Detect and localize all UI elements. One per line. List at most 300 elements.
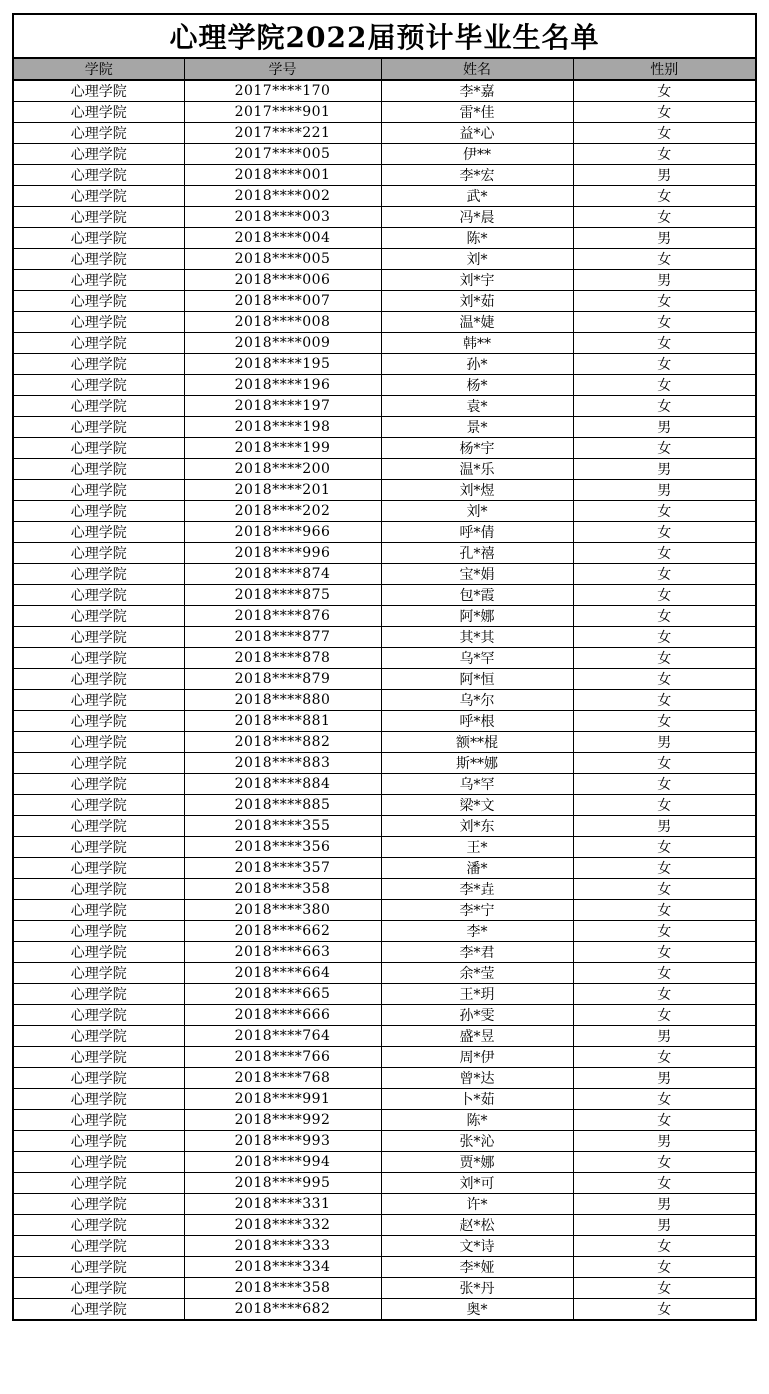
cell-gender: 男 [573, 270, 756, 291]
cell-college: 心理学院 [13, 1152, 184, 1173]
table-row [13, 270, 756, 291]
table-row [13, 921, 756, 942]
cell-student-id: 2018****357 [184, 858, 381, 879]
cell-name: 乌*尔 [381, 690, 573, 711]
table-row [13, 396, 756, 417]
cell-gender: 女 [573, 354, 756, 375]
cell-gender: 女 [573, 1173, 756, 1194]
cell-student-id: 2018****881 [184, 711, 381, 732]
table-row [13, 480, 756, 501]
cell-gender: 女 [573, 984, 756, 1005]
table-row [13, 690, 756, 711]
cell-college: 心理学院 [13, 375, 184, 396]
cell-gender: 女 [573, 1299, 756, 1321]
cell-name: 阿*恒 [381, 669, 573, 690]
cell-name: 李*君 [381, 942, 573, 963]
cell-gender: 女 [573, 123, 756, 144]
table-row [13, 354, 756, 375]
cell-student-id: 2018****883 [184, 753, 381, 774]
table-row [13, 459, 756, 480]
cell-gender: 女 [573, 207, 756, 228]
table-row [13, 438, 756, 459]
cell-college: 心理学院 [13, 921, 184, 942]
table-row [13, 1236, 756, 1257]
cell-gender: 男 [573, 165, 756, 186]
cell-student-id: 2018****993 [184, 1131, 381, 1152]
cell-college: 心理学院 [13, 312, 184, 333]
cell-gender: 女 [573, 1152, 756, 1173]
cell-gender: 女 [573, 1005, 756, 1026]
cell-name: 张*沁 [381, 1131, 573, 1152]
cell-gender: 男 [573, 1215, 756, 1236]
cell-name: 宝*娟 [381, 564, 573, 585]
table-row [13, 1005, 756, 1026]
cell-college: 心理学院 [13, 690, 184, 711]
cell-gender: 女 [573, 438, 756, 459]
cell-gender: 女 [573, 606, 756, 627]
cell-student-id: 2017****901 [184, 102, 381, 123]
cell-gender: 女 [573, 1089, 756, 1110]
cell-student-id: 2017****170 [184, 80, 381, 102]
cell-college: 心理学院 [13, 1194, 184, 1215]
table-body [13, 80, 756, 1320]
cell-name: 陈* [381, 228, 573, 249]
cell-student-id: 2018****995 [184, 1173, 381, 1194]
cell-student-id: 2018****355 [184, 816, 381, 837]
table-row [13, 858, 756, 879]
cell-gender: 女 [573, 186, 756, 207]
cell-student-id: 2018****882 [184, 732, 381, 753]
cell-college: 心理学院 [13, 984, 184, 1005]
cell-college: 心理学院 [13, 627, 184, 648]
cell-college: 心理学院 [13, 1005, 184, 1026]
table-row [13, 879, 756, 900]
cell-student-id: 2018****006 [184, 270, 381, 291]
table-row [13, 501, 756, 522]
cell-name: 景* [381, 417, 573, 438]
table-row [13, 333, 756, 354]
table-row [13, 1089, 756, 1110]
table-row [13, 312, 756, 333]
cell-student-id: 2018****197 [184, 396, 381, 417]
cell-name: 刘*煜 [381, 480, 573, 501]
cell-gender: 女 [573, 1110, 756, 1131]
cell-name: 韩** [381, 333, 573, 354]
cell-student-id: 2018****200 [184, 459, 381, 480]
cell-gender: 女 [573, 102, 756, 123]
table-row [13, 606, 756, 627]
cell-college: 心理学院 [13, 1173, 184, 1194]
cell-gender: 男 [573, 1131, 756, 1152]
cell-name: 呼*倩 [381, 522, 573, 543]
table-row [13, 774, 756, 795]
table-row [13, 1047, 756, 1068]
cell-name: 刘*宇 [381, 270, 573, 291]
cell-student-id: 2018****879 [184, 669, 381, 690]
cell-college: 心理学院 [13, 354, 184, 375]
cell-name: 贾*娜 [381, 1152, 573, 1173]
cell-name: 王*玥 [381, 984, 573, 1005]
cell-college: 心理学院 [13, 1026, 184, 1047]
cell-student-id: 2018****358 [184, 879, 381, 900]
cell-gender: 女 [573, 900, 756, 921]
cell-college: 心理学院 [13, 879, 184, 900]
cell-college: 心理学院 [13, 438, 184, 459]
cell-name: 赵*松 [381, 1215, 573, 1236]
cell-gender: 女 [573, 333, 756, 354]
cell-student-id: 2018****001 [184, 165, 381, 186]
cell-gender: 女 [573, 795, 756, 816]
cell-name: 乌*罕 [381, 774, 573, 795]
cell-college: 心理学院 [13, 501, 184, 522]
cell-name: 斯**娜 [381, 753, 573, 774]
cell-name: 梁*文 [381, 795, 573, 816]
cell-student-id: 2018****992 [184, 1110, 381, 1131]
column-header-row [13, 58, 756, 80]
cell-name: 李* [381, 921, 573, 942]
cell-student-id: 2018****884 [184, 774, 381, 795]
cell-college: 心理学院 [13, 1068, 184, 1089]
cell-college: 心理学院 [13, 1215, 184, 1236]
cell-name: 曾*达 [381, 1068, 573, 1089]
table-row [13, 1278, 756, 1299]
cell-student-id: 2018****002 [184, 186, 381, 207]
cell-college: 心理学院 [13, 480, 184, 501]
cell-gender: 女 [573, 501, 756, 522]
cell-name: 乌*罕 [381, 648, 573, 669]
cell-college: 心理学院 [13, 123, 184, 144]
cell-student-id: 2018****005 [184, 249, 381, 270]
graduates-table [12, 13, 757, 1321]
cell-college: 心理学院 [13, 900, 184, 921]
cell-college: 心理学院 [13, 795, 184, 816]
cell-name: 刘* [381, 249, 573, 270]
cell-name: 额**棍 [381, 732, 573, 753]
cell-college: 心理学院 [13, 648, 184, 669]
table-row [13, 1131, 756, 1152]
table-row [13, 228, 756, 249]
cell-name: 文*诗 [381, 1236, 573, 1257]
cell-name: 武* [381, 186, 573, 207]
cell-college: 心理学院 [13, 774, 184, 795]
cell-college: 心理学院 [13, 1257, 184, 1278]
table-row [13, 816, 756, 837]
cell-gender: 男 [573, 1194, 756, 1215]
cell-student-id: 2018****004 [184, 228, 381, 249]
cell-name: 周*伊 [381, 1047, 573, 1068]
cell-gender: 女 [573, 879, 756, 900]
cell-gender: 男 [573, 1068, 756, 1089]
cell-college: 心理学院 [13, 207, 184, 228]
cell-gender: 女 [573, 963, 756, 984]
cell-gender: 女 [573, 249, 756, 270]
cell-gender: 男 [573, 732, 756, 753]
table-row [13, 1194, 756, 1215]
table-row [13, 1026, 756, 1047]
table-row [13, 417, 756, 438]
cell-name: 潘* [381, 858, 573, 879]
cell-gender: 女 [573, 690, 756, 711]
cell-college: 心理学院 [13, 669, 184, 690]
cell-student-id: 2018****332 [184, 1215, 381, 1236]
cell-name: 王* [381, 837, 573, 858]
cell-college: 心理学院 [13, 732, 184, 753]
cell-gender: 女 [573, 774, 756, 795]
cell-student-id: 2018****994 [184, 1152, 381, 1173]
column-header-name: 姓名 [381, 58, 573, 80]
table-row [13, 102, 756, 123]
cell-student-id: 2018****195 [184, 354, 381, 375]
cell-student-id: 2018****333 [184, 1236, 381, 1257]
cell-student-id: 2018****991 [184, 1089, 381, 1110]
cell-name: 张*丹 [381, 1278, 573, 1299]
page-title: 心理学院2022届预计毕业生名单 [13, 14, 756, 58]
cell-gender: 女 [573, 669, 756, 690]
cell-college: 心理学院 [13, 816, 184, 837]
cell-gender: 男 [573, 816, 756, 837]
cell-gender: 女 [573, 564, 756, 585]
cell-name: 刘* [381, 501, 573, 522]
cell-name: 温*婕 [381, 312, 573, 333]
cell-name: 孔*禧 [381, 543, 573, 564]
cell-gender: 女 [573, 1236, 756, 1257]
cell-student-id: 2018****202 [184, 501, 381, 522]
column-header-college: 学院 [13, 58, 184, 80]
cell-name: 杨*宇 [381, 438, 573, 459]
cell-student-id: 2018****334 [184, 1257, 381, 1278]
cell-student-id: 2018****996 [184, 543, 381, 564]
cell-gender: 女 [573, 858, 756, 879]
cell-student-id: 2017****221 [184, 123, 381, 144]
cell-name: 孙* [381, 354, 573, 375]
cell-gender: 女 [573, 921, 756, 942]
cell-student-id: 2018****009 [184, 333, 381, 354]
cell-gender: 女 [573, 711, 756, 732]
cell-college: 心理学院 [13, 585, 184, 606]
cell-college: 心理学院 [13, 753, 184, 774]
cell-name: 李*宁 [381, 900, 573, 921]
table-row [13, 732, 756, 753]
cell-student-id: 2018****358 [184, 1278, 381, 1299]
cell-student-id: 2018****663 [184, 942, 381, 963]
cell-college: 心理学院 [13, 606, 184, 627]
table-row [13, 80, 756, 102]
cell-student-id: 2018****878 [184, 648, 381, 669]
table-row [13, 1215, 756, 1236]
cell-name: 许* [381, 1194, 573, 1215]
cell-college: 心理学院 [13, 228, 184, 249]
table-row [13, 123, 756, 144]
cell-name: 李*嘉 [381, 80, 573, 102]
cell-gender: 女 [573, 648, 756, 669]
cell-student-id: 2018****003 [184, 207, 381, 228]
cell-college: 心理学院 [13, 165, 184, 186]
cell-college: 心理学院 [13, 249, 184, 270]
cell-student-id: 2018****665 [184, 984, 381, 1005]
cell-gender: 男 [573, 1026, 756, 1047]
table-row [13, 648, 756, 669]
column-header-student-id: 学号 [184, 58, 381, 80]
cell-student-id: 2018****199 [184, 438, 381, 459]
cell-student-id: 2018****331 [184, 1194, 381, 1215]
cell-gender: 女 [573, 1257, 756, 1278]
cell-college: 心理学院 [13, 333, 184, 354]
cell-student-id: 2018****662 [184, 921, 381, 942]
cell-student-id: 2018****875 [184, 585, 381, 606]
cell-student-id: 2018****380 [184, 900, 381, 921]
cell-gender: 女 [573, 585, 756, 606]
cell-college: 心理学院 [13, 942, 184, 963]
table-row [13, 753, 756, 774]
cell-college: 心理学院 [13, 1236, 184, 1257]
table-row [13, 1257, 756, 1278]
cell-college: 心理学院 [13, 270, 184, 291]
cell-gender: 女 [573, 80, 756, 102]
cell-name: 伊** [381, 144, 573, 165]
table-row [13, 165, 756, 186]
cell-college: 心理学院 [13, 564, 184, 585]
cell-name: 益*心 [381, 123, 573, 144]
cell-gender: 女 [573, 627, 756, 648]
table-row [13, 585, 756, 606]
cell-gender: 男 [573, 480, 756, 501]
table-row [13, 375, 756, 396]
cell-gender: 女 [573, 522, 756, 543]
cell-name: 孙*雯 [381, 1005, 573, 1026]
table-row [13, 522, 756, 543]
table-row [13, 711, 756, 732]
cell-name: 李*垚 [381, 879, 573, 900]
cell-name: 刘*可 [381, 1173, 573, 1194]
cell-name: 陈* [381, 1110, 573, 1131]
cell-gender: 女 [573, 1047, 756, 1068]
cell-gender: 女 [573, 396, 756, 417]
cell-college: 心理学院 [13, 963, 184, 984]
table-row [13, 984, 756, 1005]
cell-college: 心理学院 [13, 144, 184, 165]
cell-name: 袁* [381, 396, 573, 417]
table-row [13, 1152, 756, 1173]
cell-student-id: 2018****007 [184, 291, 381, 312]
cell-name: 其*其 [381, 627, 573, 648]
cell-name: 盛*昱 [381, 1026, 573, 1047]
table-row [13, 291, 756, 312]
table-row [13, 543, 756, 564]
cell-name: 呼*根 [381, 711, 573, 732]
cell-college: 心理学院 [13, 1047, 184, 1068]
cell-gender: 女 [573, 291, 756, 312]
cell-gender: 女 [573, 144, 756, 165]
column-header-gender: 性别 [573, 58, 756, 80]
cell-student-id: 2018****682 [184, 1299, 381, 1321]
cell-gender: 女 [573, 543, 756, 564]
cell-student-id: 2018****198 [184, 417, 381, 438]
cell-gender: 女 [573, 1278, 756, 1299]
cell-student-id: 2018****008 [184, 312, 381, 333]
cell-college: 心理学院 [13, 186, 184, 207]
table-row [13, 669, 756, 690]
cell-college: 心理学院 [13, 858, 184, 879]
cell-student-id: 2018****876 [184, 606, 381, 627]
cell-college: 心理学院 [13, 837, 184, 858]
table-row [13, 627, 756, 648]
cell-college: 心理学院 [13, 1089, 184, 1110]
cell-gender: 女 [573, 837, 756, 858]
table-row [13, 207, 756, 228]
cell-name: 奥* [381, 1299, 573, 1321]
table-row [13, 837, 756, 858]
table-row [13, 1299, 756, 1321]
cell-name: 刘*茹 [381, 291, 573, 312]
cell-name: 包*霞 [381, 585, 573, 606]
cell-gender: 女 [573, 753, 756, 774]
cell-student-id: 2018****664 [184, 963, 381, 984]
cell-college: 心理学院 [13, 1131, 184, 1152]
cell-gender: 女 [573, 942, 756, 963]
table-row [13, 144, 756, 165]
title-row [13, 14, 756, 58]
cell-name: 卜*茹 [381, 1089, 573, 1110]
table-row [13, 1173, 756, 1194]
cell-college: 心理学院 [13, 711, 184, 732]
cell-college: 心理学院 [13, 396, 184, 417]
table-row [13, 942, 756, 963]
cell-college: 心理学院 [13, 291, 184, 312]
cell-name: 李*宏 [381, 165, 573, 186]
table-row [13, 186, 756, 207]
cell-student-id: 2018****766 [184, 1047, 381, 1068]
cell-name: 李*娅 [381, 1257, 573, 1278]
cell-name: 温*乐 [381, 459, 573, 480]
table-row [13, 963, 756, 984]
table-row [13, 900, 756, 921]
cell-student-id: 2017****005 [184, 144, 381, 165]
cell-gender: 女 [573, 375, 756, 396]
cell-student-id: 2018****666 [184, 1005, 381, 1026]
table-row [13, 795, 756, 816]
cell-name: 余*莹 [381, 963, 573, 984]
cell-name: 雷*佳 [381, 102, 573, 123]
cell-name: 冯*晨 [381, 207, 573, 228]
table-row [13, 249, 756, 270]
cell-college: 心理学院 [13, 80, 184, 102]
cell-student-id: 2018****764 [184, 1026, 381, 1047]
cell-college: 心理学院 [13, 102, 184, 123]
cell-student-id: 2018****966 [184, 522, 381, 543]
table-row [13, 1068, 756, 1089]
table-row [13, 1110, 756, 1131]
cell-name: 刘*东 [381, 816, 573, 837]
cell-student-id: 2018****201 [184, 480, 381, 501]
cell-college: 心理学院 [13, 459, 184, 480]
cell-student-id: 2018****768 [184, 1068, 381, 1089]
cell-college: 心理学院 [13, 543, 184, 564]
cell-name: 杨* [381, 375, 573, 396]
cell-gender: 男 [573, 228, 756, 249]
cell-college: 心理学院 [13, 417, 184, 438]
cell-college: 心理学院 [13, 522, 184, 543]
cell-college: 心理学院 [13, 1110, 184, 1131]
cell-college: 心理学院 [13, 1299, 184, 1321]
cell-college: 心理学院 [13, 1278, 184, 1299]
cell-student-id: 2018****880 [184, 690, 381, 711]
table-row [13, 564, 756, 585]
cell-gender: 女 [573, 312, 756, 333]
cell-student-id: 2018****196 [184, 375, 381, 396]
cell-name: 阿*娜 [381, 606, 573, 627]
cell-student-id: 2018****874 [184, 564, 381, 585]
cell-student-id: 2018****885 [184, 795, 381, 816]
